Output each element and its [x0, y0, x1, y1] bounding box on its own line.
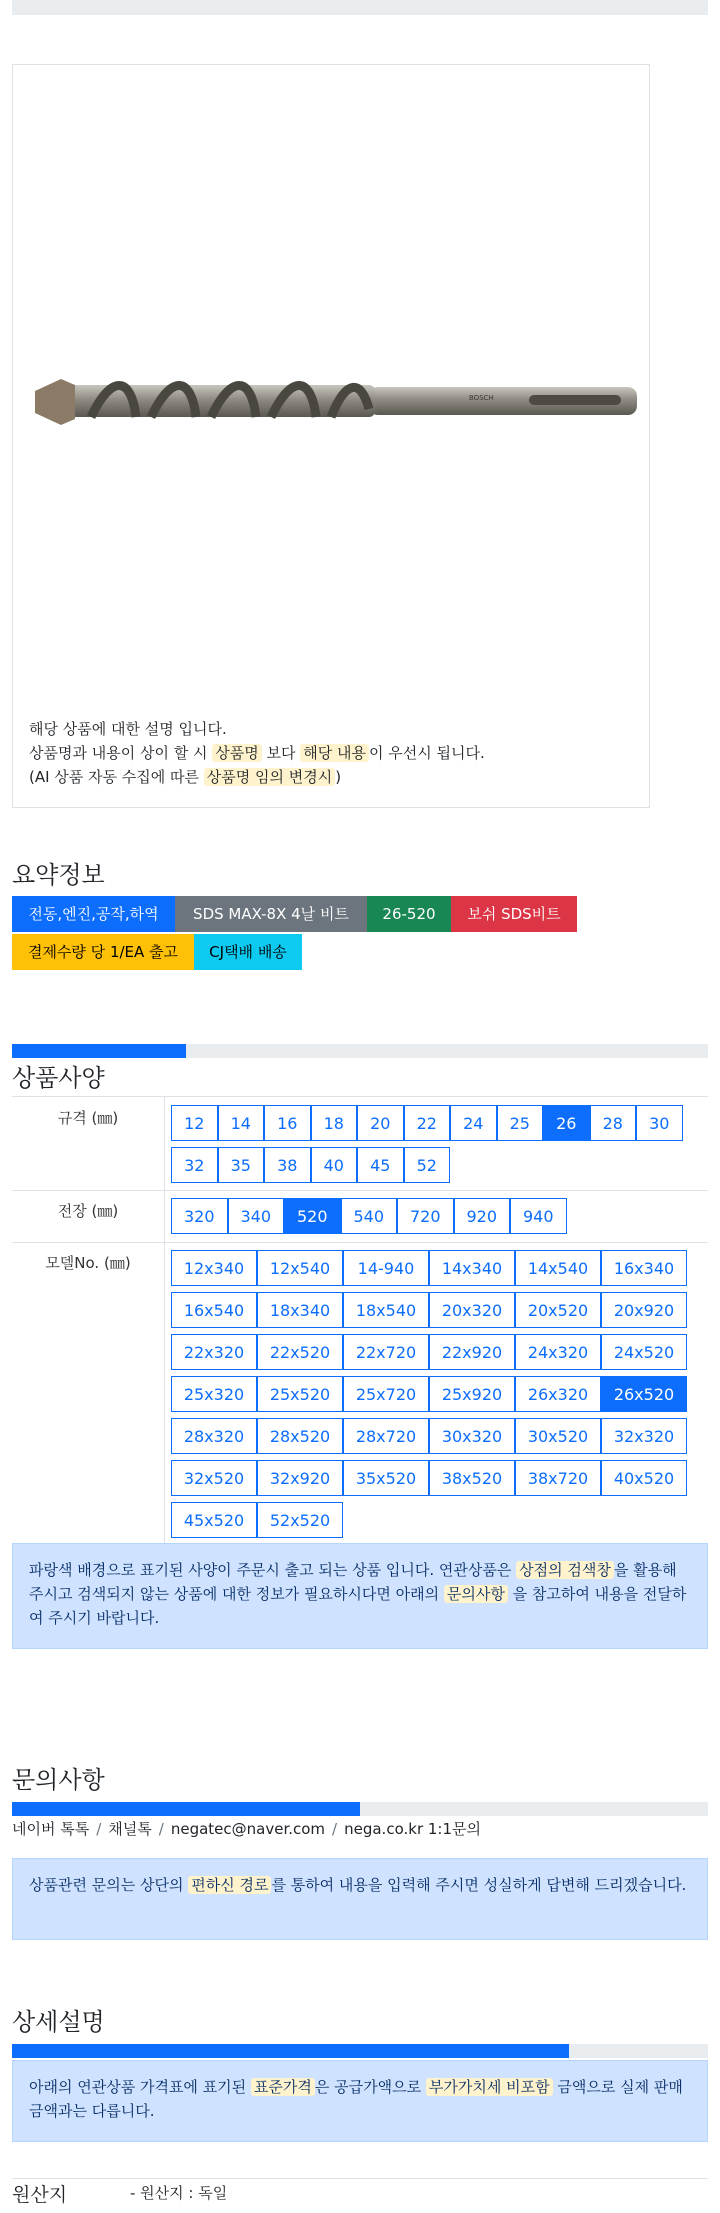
spec-option[interactable]: 24x320 [515, 1334, 601, 1370]
spec-option[interactable]: 52 [404, 1147, 451, 1183]
spec-option[interactable]: 30x320 [429, 1418, 515, 1454]
spec-option[interactable]: 25x920 [429, 1376, 515, 1412]
spec-option[interactable]: 26x520 [601, 1376, 687, 1412]
spec-option[interactable]: 940 [510, 1198, 567, 1234]
spec-option[interactable]: 22x920 [429, 1334, 515, 1370]
spec-option[interactable]: 52x520 [257, 1502, 343, 1538]
one-to-one-inquiry-link[interactable]: nega.co.kr 1:1문의 [344, 1820, 481, 1838]
spec-row-label: 전장 (㎜) [57, 1202, 119, 1220]
spec-option[interactable]: 14 [218, 1105, 265, 1141]
spec-option[interactable]: 22x720 [343, 1334, 429, 1370]
spec-option[interactable]: 12 [171, 1105, 218, 1141]
summary-badge: CJ택배 배송 [194, 934, 302, 970]
inquiry-progress-bar [12, 1802, 708, 1816]
spec-option[interactable]: 20x320 [429, 1292, 515, 1328]
spec-option[interactable]: 45 [357, 1147, 404, 1183]
spec-option[interactable]: 20x920 [601, 1292, 687, 1328]
top-progress-bar [12, 0, 708, 15]
spec-option[interactable]: 22x520 [257, 1334, 343, 1370]
spec-row-label: 규격 (㎜) [57, 1109, 119, 1127]
inquiry-notice: 상품관련 문의는 상단의 편하신 경로 를 통하여 내용을 입력해 주시면 성실하게 답변해 드리겠습니다. [12, 1858, 708, 1940]
spec-option[interactable]: 38x720 [515, 1460, 601, 1496]
detail-title: 상세설명 [12, 2008, 105, 2036]
spec-options [164, 1190, 709, 1242]
spec-option[interactable]: 24x520 [601, 1334, 687, 1370]
spec-option[interactable]: 540 [341, 1198, 398, 1234]
spec-option[interactable]: 520 [284, 1198, 341, 1234]
spec-option[interactable]: 18 [311, 1105, 358, 1141]
spec-options [164, 1097, 709, 1190]
origin-divider [12, 2178, 708, 2179]
description-line-2: 상품명과 내용이 상이 할 시 상품명 보다 해당 내용 이 우선시 됩니다. [29, 744, 485, 762]
naver-talk-link[interactable]: 네이버 톡톡 [12, 1820, 90, 1838]
spec-option[interactable]: 28x720 [343, 1418, 429, 1454]
spec-option[interactable]: 16 [264, 1105, 311, 1141]
spec-option[interactable]: 14x540 [515, 1250, 601, 1286]
spec-option[interactable]: 26 [543, 1105, 590, 1141]
spec-option[interactable]: 16x540 [171, 1292, 257, 1328]
spec-option[interactable]: 35x520 [343, 1460, 429, 1496]
spec-option[interactable]: 16x340 [601, 1250, 687, 1286]
spec-option[interactable]: 20 [357, 1105, 404, 1141]
description-line-1: 해당 상품에 대한 설명 입니다. [29, 720, 227, 738]
spec-option[interactable]: 18x340 [257, 1292, 343, 1328]
spec-option[interactable]: 22x320 [171, 1334, 257, 1370]
spec-option[interactable]: 35 [218, 1147, 265, 1183]
drill-bit-image [31, 365, 641, 435]
spec-option[interactable]: 25x320 [171, 1376, 257, 1412]
spec-option[interactable]: 28x320 [171, 1418, 257, 1454]
inquiry-links: 네이버 톡톡 / 채널톡 / negatec@naver.com / nega.co.kr 1:1문의 [12, 1820, 481, 1838]
spec-option[interactable]: 32x320 [601, 1418, 687, 1454]
spec-option[interactable]: 40 [311, 1147, 358, 1183]
bosch-logo: BOSCH [469, 394, 494, 402]
spec-option[interactable]: 40x520 [601, 1460, 687, 1496]
spec-option[interactable]: 14x340 [429, 1250, 515, 1286]
spec-option[interactable]: 24 [450, 1105, 497, 1141]
spec-option[interactable]: 22 [404, 1105, 451, 1141]
spec-option[interactable]: 920 [454, 1198, 511, 1234]
spec-option[interactable]: 30x520 [515, 1418, 601, 1454]
spec-option[interactable]: 38x520 [429, 1460, 515, 1496]
spec-row [12, 1242, 708, 1547]
spec-option[interactable]: 28x520 [257, 1418, 343, 1454]
spec-option[interactable]: 20x520 [515, 1292, 601, 1328]
spec-option[interactable]: 12x540 [257, 1250, 343, 1286]
spec-option[interactable]: 14-940 [343, 1250, 429, 1286]
detail-notice: 아래의 연관상품 가격표에 표기된 표준가격 은 공급가액으로 부가가치세 비포함 금액으로 실제 판매금액과는 다릅니다. [12, 2060, 708, 2142]
summary-badge: 26-520 [367, 896, 451, 932]
email-link[interactable]: negatec@naver.com [170, 1820, 326, 1838]
spec-table [12, 1096, 708, 1530]
description-line-3: (AI 상품 자동 수집에 따른 상품명 임의 변경시 ) [29, 768, 342, 786]
spec-option[interactable]: 720 [397, 1198, 454, 1234]
spec-option[interactable]: 12x340 [171, 1250, 257, 1286]
spec-row-label: 모델No. (㎜) [45, 1254, 131, 1272]
summary-badge: 보쉬 SDS비트 [451, 896, 577, 932]
summary-title: 요약정보 [12, 861, 105, 889]
spec-option[interactable]: 320 [171, 1198, 228, 1234]
origin-label: 원산지 [12, 2184, 68, 2206]
spec-option[interactable]: 30 [636, 1105, 683, 1141]
spec-option[interactable]: 32x920 [257, 1460, 343, 1496]
spec-option[interactable]: 25 [497, 1105, 544, 1141]
spec-option[interactable]: 18x540 [343, 1292, 429, 1328]
product-image-card [12, 64, 650, 808]
spec-option[interactable]: 28 [590, 1105, 637, 1141]
spec-row [12, 1190, 708, 1243]
specs-title: 상품사양 [12, 1064, 105, 1092]
spec-option[interactable]: 38 [264, 1147, 311, 1183]
spec-option[interactable]: 32 [171, 1147, 218, 1183]
spec-option[interactable]: 32x520 [171, 1460, 257, 1496]
specs-notice: 파랑색 배경으로 표기된 사양이 주문시 출고 되는 상품 입니다. 연관상품은 상점의 검색창 을 활용해 주시고 검색되지 않는 상품에 대한 정보가 필요하시다면 아래의 문의사항 을 참고하여 내용을 전달하여 주시기 바랍니다. [12, 1543, 708, 1649]
spec-options [164, 1242, 709, 1546]
spec-row [12, 1097, 708, 1191]
summary-badge: 결제수량 당 1/EA 출고 [12, 934, 194, 970]
spec-option[interactable]: 25x720 [343, 1376, 429, 1412]
spec-option[interactable]: 25x520 [257, 1376, 343, 1412]
summary-badge: 전동,엔진,공작,하역 [12, 896, 175, 932]
spec-option[interactable]: 340 [228, 1198, 285, 1234]
spec-option[interactable]: 26x320 [515, 1376, 601, 1412]
inquiry-title: 문의사항 [12, 1766, 105, 1794]
spec-option[interactable]: 45x520 [171, 1502, 257, 1538]
specs-progress-bar [12, 1044, 708, 1058]
channel-talk-link[interactable]: 채널톡 [108, 1820, 152, 1838]
product-description [29, 717, 485, 789]
origin-value: - 원산지 : 독일 [130, 2184, 228, 2202]
summary-badge: SDS MAX-8X 4날 비트 [175, 896, 367, 932]
detail-progress-bar [12, 2044, 708, 2058]
